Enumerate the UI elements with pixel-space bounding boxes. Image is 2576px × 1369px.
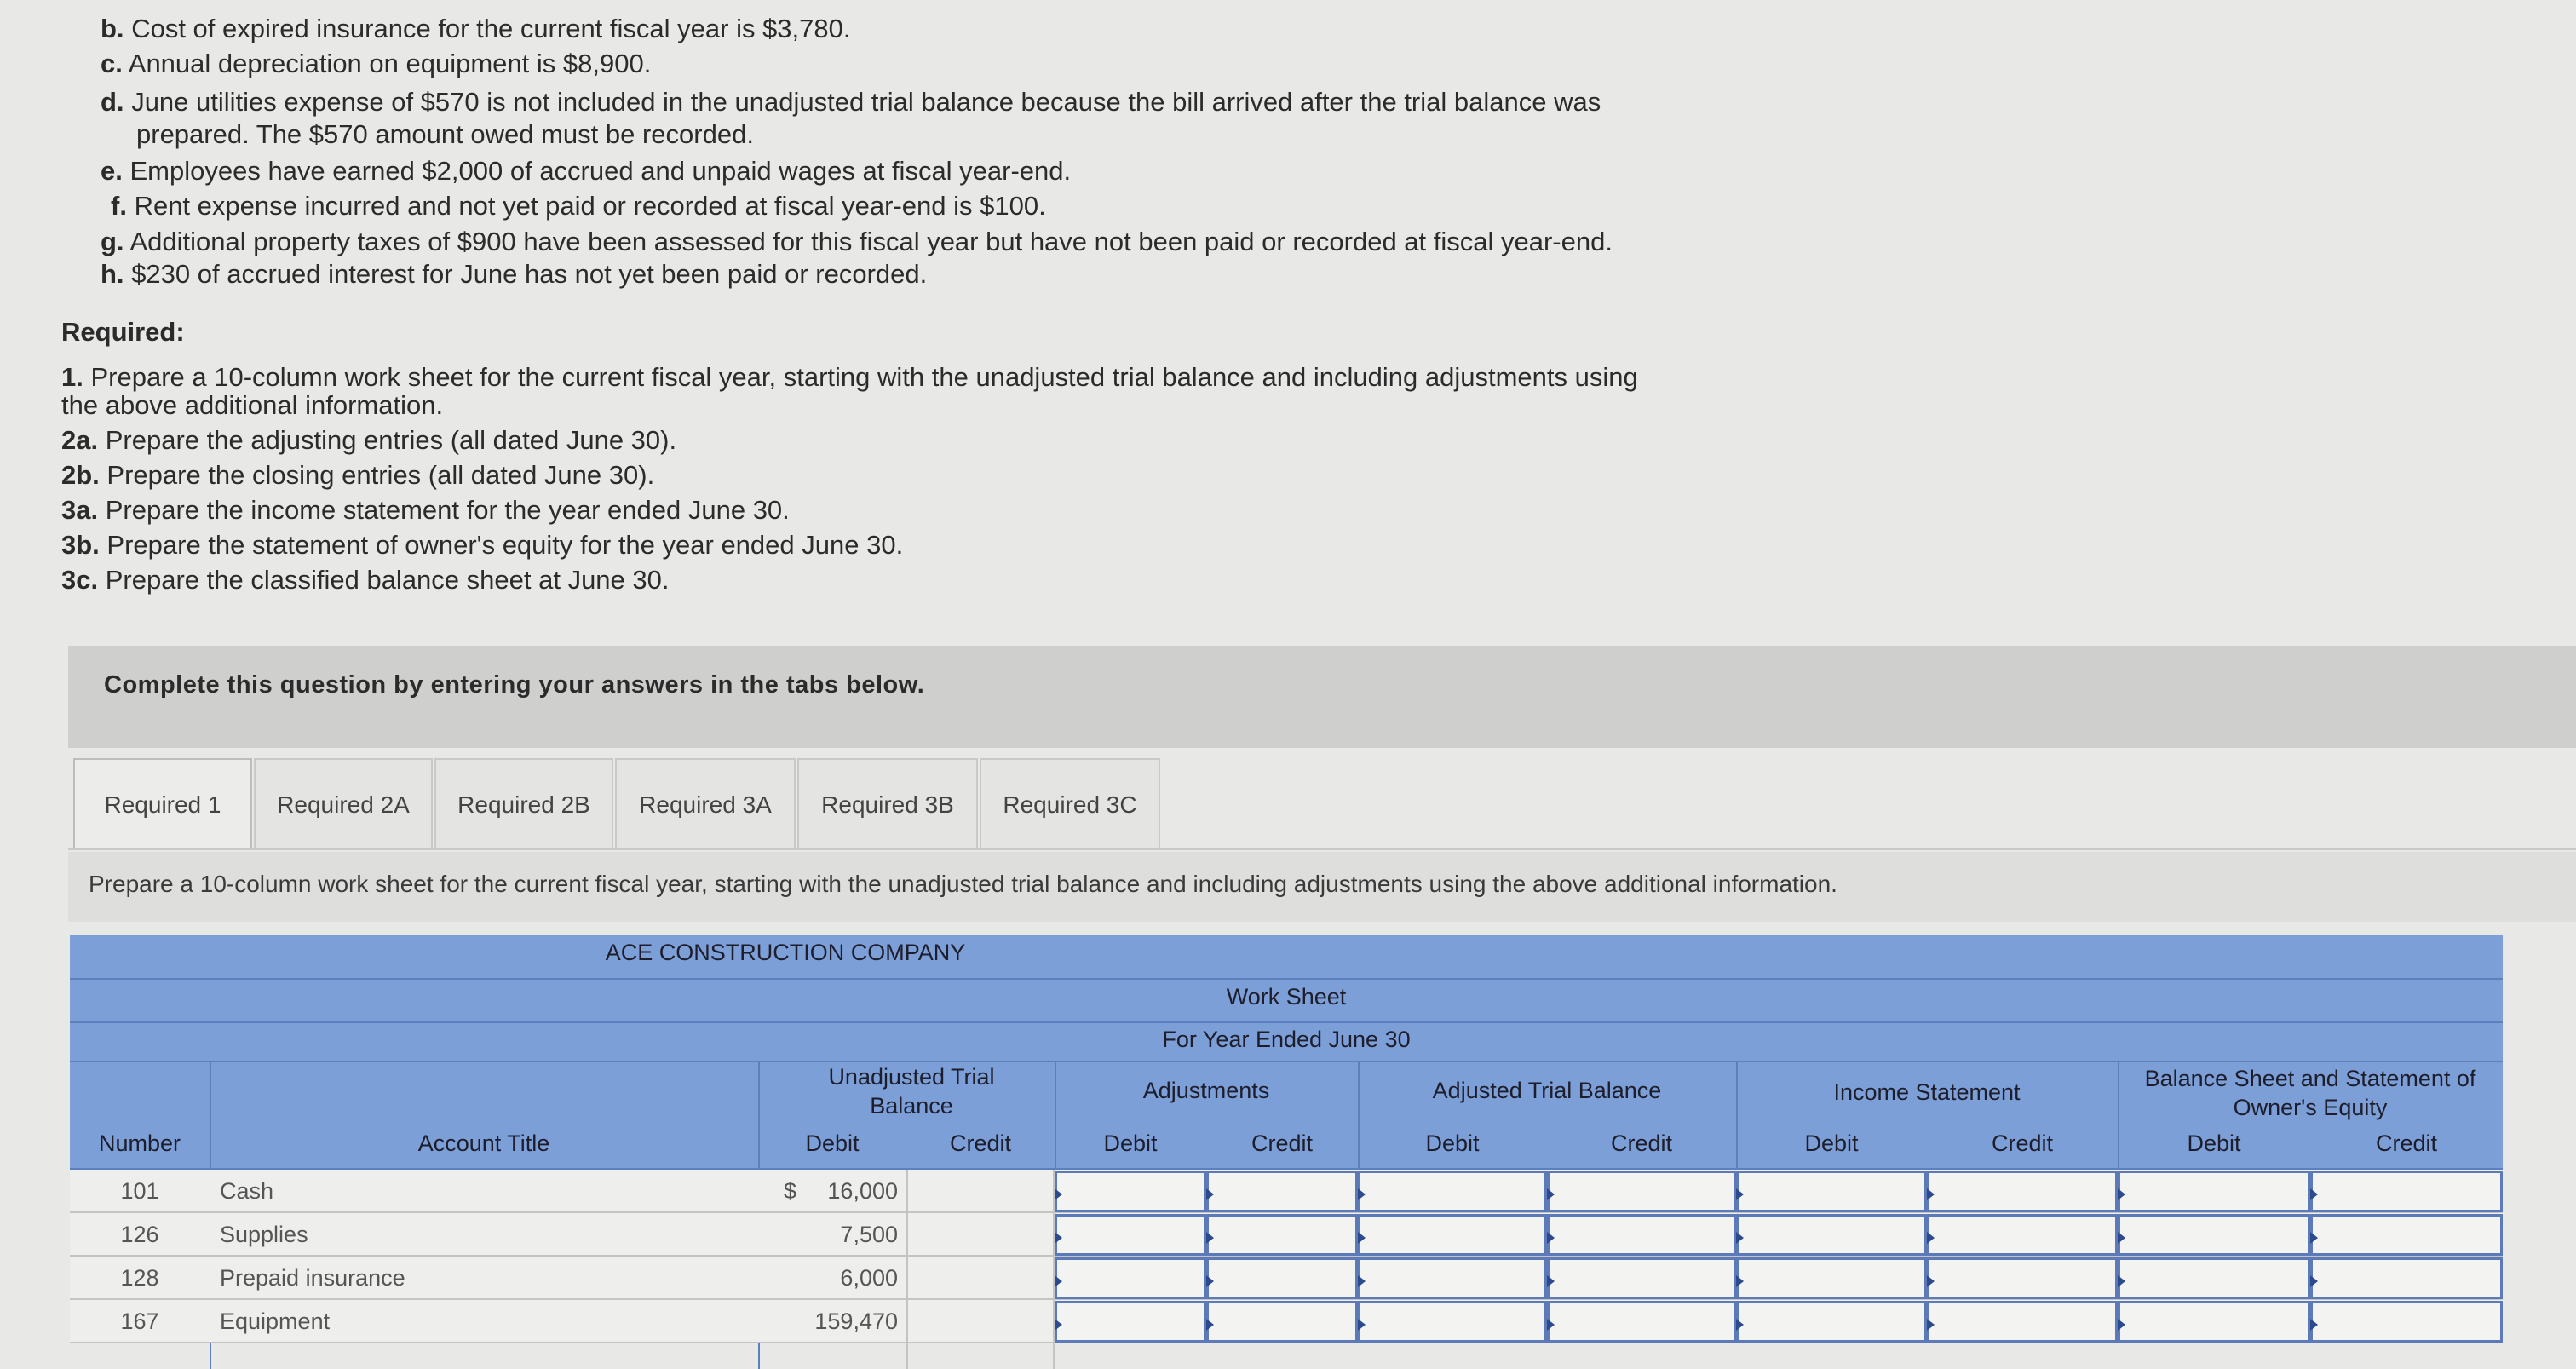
col-is-debit: Debit bbox=[1804, 1130, 1859, 1156]
required-3b: 3b. Prepare the statement of owner's equity for the year ended June 30. bbox=[61, 530, 904, 560]
table-row bbox=[70, 1213, 2503, 1257]
col-is-credit: Credit bbox=[1991, 1130, 2054, 1156]
atb-credit-input[interactable] bbox=[1547, 1171, 1736, 1212]
header-line-3 bbox=[70, 1061, 2503, 1062]
group-balance-sheet: Balance Sheet and Statement of Owner's Equity bbox=[2144, 1066, 2476, 1120]
col-atb-credit: Credit bbox=[1610, 1130, 1673, 1156]
is-credit-input[interactable] bbox=[1927, 1301, 2118, 1343]
item-f: f. Rent expense incurred and not yet paid or recorded at fiscal year-end is $100. bbox=[111, 191, 1046, 221]
bs-debit-input[interactable] bbox=[2118, 1214, 2310, 1256]
col-atb-debit: Debit bbox=[1425, 1130, 1480, 1156]
table-row bbox=[70, 1170, 2503, 1213]
sheet-title: Work Sheet bbox=[1226, 984, 1347, 1009]
item-e: e. Employees have earned $2,000 of accrued and unpaid wages at fiscal year-end. bbox=[101, 156, 1072, 186]
atb-debit-input[interactable] bbox=[1358, 1171, 1547, 1212]
is-credit-input[interactable] bbox=[1927, 1214, 2118, 1256]
col-account-title: Account Title bbox=[417, 1130, 550, 1156]
item-c: c. Annual depreciation on equipment is $8,900. bbox=[101, 49, 652, 78]
question-banner bbox=[68, 646, 2576, 748]
row-number: 101 bbox=[120, 1178, 159, 1204]
required-1: 1. Prepare a 10-column work sheet for the current fiscal year, starting with the unadjusted trial balance and including adjustments using bbox=[61, 362, 1638, 392]
item-g: g. Additional property taxes of $900 have been assessed for this fiscal year but have not been paid or recorded at fiscal year-end. bbox=[101, 227, 1613, 256]
adj-debit-input[interactable] bbox=[1055, 1214, 1206, 1256]
row-utb-debit: 16,000 bbox=[827, 1178, 898, 1204]
adj-credit-input[interactable] bbox=[1206, 1214, 1358, 1256]
item-d-continuation: prepared. The $570 amount owed must be recorded. bbox=[136, 119, 754, 149]
atb-credit-input[interactable] bbox=[1547, 1257, 1736, 1299]
group-income-statement: Income Statement bbox=[1833, 1079, 2021, 1105]
is-debit-input[interactable] bbox=[1736, 1301, 1927, 1343]
required-2b: 2b. Prepare the closing entries (all dated June 30). bbox=[61, 460, 655, 490]
group-unadjusted-trial-balance: Unadjusted Trial Balance bbox=[828, 1064, 995, 1119]
adj-credit-input[interactable] bbox=[1206, 1171, 1358, 1212]
row-account-title: Cash bbox=[220, 1178, 274, 1204]
row-account-title: Prepaid insurance bbox=[220, 1265, 405, 1291]
col-bs-debit: Debit bbox=[2187, 1130, 2241, 1156]
bs-debit-input[interactable] bbox=[2118, 1257, 2310, 1299]
tab-required-3a[interactable]: Required 3A bbox=[615, 758, 796, 850]
required-3a: 3a. Prepare the income statement for the year ended June 30. bbox=[61, 495, 790, 525]
tab-required-3c[interactable]: Required 3C bbox=[980, 758, 1160, 850]
bs-credit-input[interactable] bbox=[2310, 1301, 2503, 1343]
row-account-title: Equipment bbox=[220, 1309, 331, 1334]
row-utb-debit: 159,470 bbox=[814, 1309, 898, 1334]
required-3c: 3c. Prepare the classified balance sheet at June 30. bbox=[61, 565, 670, 595]
is-debit-input[interactable] bbox=[1736, 1214, 1927, 1256]
adj-debit-input[interactable] bbox=[1055, 1257, 1206, 1299]
currency-symbol: $ bbox=[784, 1178, 797, 1204]
is-debit-input[interactable] bbox=[1736, 1257, 1927, 1299]
tab-required-2b[interactable]: Required 2B bbox=[434, 758, 613, 850]
group-adjustments: Adjustments bbox=[1142, 1078, 1270, 1103]
item-d: d. June utilities expense of $570 is not included in the unadjusted trial balance because the bill arrived after the trial balance was bbox=[101, 87, 1601, 117]
atb-debit-input[interactable] bbox=[1358, 1214, 1547, 1256]
tab-required-2a[interactable]: Required 2A bbox=[254, 758, 433, 850]
col-adj-credit: Credit bbox=[1251, 1130, 1314, 1156]
bs-credit-input[interactable] bbox=[2310, 1257, 2503, 1299]
table-row bbox=[70, 1300, 2503, 1343]
tabs-divider bbox=[68, 848, 2576, 850]
atb-credit-input[interactable] bbox=[1547, 1214, 1736, 1256]
bs-credit-input[interactable] bbox=[2310, 1171, 2503, 1212]
row-number: 126 bbox=[120, 1222, 159, 1247]
bs-credit-input[interactable] bbox=[2310, 1214, 2503, 1256]
col-utb-debit: Debit bbox=[805, 1130, 860, 1156]
col-bs-credit: Credit bbox=[2375, 1130, 2438, 1156]
col-number: Number bbox=[98, 1130, 181, 1156]
header-line-2 bbox=[70, 1021, 2503, 1023]
required-1-continuation: the above additional information. bbox=[61, 390, 444, 420]
vsep-utb-end bbox=[1053, 1170, 1055, 1369]
atb-credit-input[interactable] bbox=[1547, 1301, 1736, 1343]
company-name: ACE CONSTRUCTION COMPANY bbox=[605, 940, 966, 965]
table-row bbox=[70, 1257, 2503, 1300]
sheet-period: For Year Ended June 30 bbox=[1162, 1027, 1411, 1052]
bs-debit-input[interactable] bbox=[2118, 1171, 2310, 1212]
header-line-1 bbox=[70, 978, 2503, 980]
col-utb-credit: Credit bbox=[949, 1130, 1012, 1156]
work-sheet bbox=[70, 935, 2503, 1369]
adj-credit-input[interactable] bbox=[1206, 1301, 1358, 1343]
banner-text: Complete this question by entering your answers in the tabs below. bbox=[104, 671, 925, 699]
bs-debit-input[interactable] bbox=[2118, 1301, 2310, 1343]
row-utb-debit: 7,500 bbox=[840, 1222, 898, 1247]
row-number: 167 bbox=[120, 1309, 159, 1334]
adj-debit-input[interactable] bbox=[1055, 1171, 1206, 1212]
is-debit-input[interactable] bbox=[1736, 1171, 1927, 1212]
group-adjusted-trial-balance: Adjusted Trial Balance bbox=[1432, 1078, 1662, 1103]
row-utb-debit: 6,000 bbox=[840, 1265, 898, 1291]
required-heading: Required: bbox=[61, 317, 185, 347]
item-h: h. $230 of accrued interest for June has not yet been paid or recorded. bbox=[101, 259, 928, 289]
required-2a: 2a. Prepare the adjusting entries (all dated June 30). bbox=[61, 425, 677, 455]
row-account-title: Supplies bbox=[220, 1222, 308, 1247]
adj-debit-input[interactable] bbox=[1055, 1301, 1206, 1343]
tab-required-1[interactable]: Required 1 bbox=[73, 758, 252, 850]
vsep-utb-mid bbox=[906, 1170, 908, 1369]
row-number: 128 bbox=[120, 1265, 159, 1291]
instruction-bar bbox=[68, 852, 2576, 922]
adj-credit-input[interactable] bbox=[1206, 1257, 1358, 1299]
tab-required-3b[interactable]: Required 3B bbox=[797, 758, 978, 850]
is-credit-input[interactable] bbox=[1927, 1171, 2118, 1212]
tab-bar bbox=[68, 748, 2576, 852]
atb-debit-input[interactable] bbox=[1358, 1257, 1547, 1299]
col-adj-debit: Debit bbox=[1103, 1130, 1158, 1156]
item-b: b. Cost of expired insurance for the current fiscal year is $3,780. bbox=[101, 14, 851, 43]
instruction-text: Prepare a 10-column work sheet for the current fiscal year, starting with the unadjusted trial balance and including adjustments using the above additional information. bbox=[89, 871, 1837, 897]
is-credit-input[interactable] bbox=[1927, 1257, 2118, 1299]
atb-debit-input[interactable] bbox=[1358, 1301, 1547, 1343]
